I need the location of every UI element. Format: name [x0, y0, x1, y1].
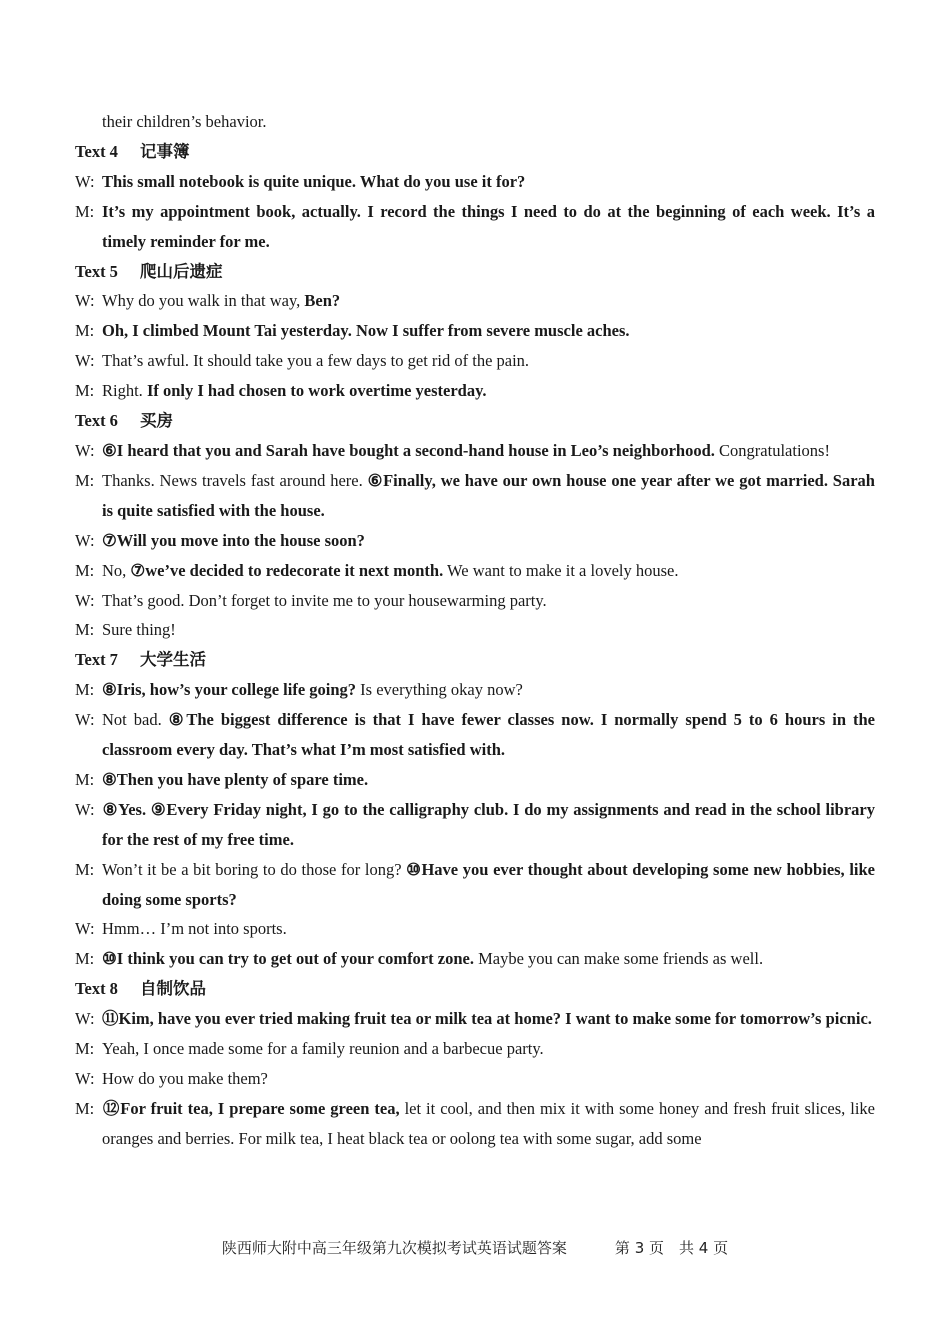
- dialogue-line: [75, 1034, 875, 1064]
- speaker-label: W:: [75, 351, 95, 371]
- section-heading: [75, 137, 875, 167]
- section-heading: [75, 406, 875, 436]
- dialogue-line: [75, 615, 875, 645]
- speaker-label: W:: [75, 1069, 95, 1088]
- key-answer-text: ⑦we’ve decided to redecorate it next month.: [130, 560, 444, 580]
- dialogue-text: let it cool, and then mix it with some honey and fresh fruit slices, like oranges and berries. For milk tea, I heat black tea or oolong tea with some sugar, add some: [102, 1098, 875, 1148]
- speaker-label: W:: [75, 710, 95, 730]
- speaker-label: M:: [75, 470, 95, 490]
- speaker-label: M:: [75, 201, 95, 221]
- section-label: Text 4: [75, 141, 118, 161]
- dialogue-text: We want to make it a lovely house.: [443, 560, 679, 580]
- dialogue-line: [75, 197, 875, 257]
- section-heading: [75, 257, 875, 287]
- key-answer-text: Oh, I climbed Mount Tai yesterday. Now I suffer from severe muscle aches.: [102, 321, 630, 341]
- speaker-label: M:: [75, 321, 95, 341]
- speaker-label: W:: [75, 440, 95, 460]
- dialogue-text: That’s good. Don’t forget to invite me to your housewarming party.: [102, 590, 547, 610]
- dialogue-text: How do you make them?: [102, 1069, 268, 1088]
- dialogue-line: [75, 346, 875, 376]
- dialogue-line: [75, 705, 875, 765]
- speaker-label: W:: [75, 799, 95, 819]
- continuation-line: [75, 107, 875, 137]
- speaker-label: M:: [75, 949, 95, 969]
- speaker-label: W:: [75, 171, 95, 191]
- section-heading: [75, 645, 875, 675]
- dialogue-line: [75, 436, 875, 466]
- key-answer-text: ⑩Have you ever thought about developing some new hobbies, like doing some sports?: [102, 859, 875, 909]
- dialogue-text: their children’s behavior.: [102, 112, 267, 131]
- key-answer-text: ⑧Yes. ⑨Every Friday night, I go to the calligraphy club. I do my assignments and read in the school library for the rest of my free time.: [102, 799, 875, 849]
- dialogue-text: Won’t it be a bit boring to do those for long?: [102, 859, 407, 879]
- key-answer-text: If only I had chosen to work overtime yesterday.: [146, 381, 487, 401]
- speaker-label: W:: [75, 530, 95, 550]
- dialogue-line: [75, 765, 875, 795]
- speaker-label: M:: [75, 680, 95, 700]
- dialogue-line: [75, 556, 875, 586]
- speaker-label: W:: [75, 1009, 95, 1029]
- dialogue-line: [75, 1004, 875, 1034]
- dialogue-line: [75, 316, 875, 346]
- dialogue-line: [75, 526, 875, 556]
- section-label: Text 7: [75, 650, 118, 670]
- section-label: Text 6: [75, 411, 118, 431]
- key-answer-text: ⑧The biggest difference is that I have fewer classes now. I normally spend 5 to 6 hours in the classroom every day. That’s what I’m most satisfied with.: [102, 710, 875, 760]
- footer-title: 陕西师大附中高三年级第九次模拟考试英语试题答案: [221, 1239, 567, 1257]
- key-answer-text: Ben?: [304, 291, 341, 311]
- key-answer-text: ⑥Finally, we have our own house one year after we got married. Sarah is quite satisfied with the house.: [102, 470, 875, 520]
- page-footer: [0, 1237, 950, 1258]
- dialogue-line: [75, 466, 875, 526]
- dialogue-text: Sure thing!: [102, 620, 176, 640]
- section-topic: 爬山后遗症: [139, 261, 223, 281]
- key-answer-text: ⑧Iris, how’s your college life going?: [102, 680, 357, 700]
- key-answer-text: ⑫For fruit tea, I prepare some green tea,: [102, 1098, 400, 1118]
- dialogue-text: Congratulations!: [714, 440, 830, 460]
- dialogue-text: Is everything okay now?: [356, 680, 523, 700]
- speaker-label: M:: [75, 381, 95, 401]
- key-answer-text: It’s my appointment book, actually. I record the things I need to do at the beginning of each week. It’s a timely reminder for me.: [102, 201, 875, 251]
- speaker-label: M:: [75, 769, 95, 789]
- speaker-label: M:: [75, 859, 95, 879]
- section-heading: [75, 974, 875, 1004]
- section-topic: 大学生活: [139, 650, 206, 670]
- dialogue-text: That’s awful. It should take you a few days to get rid of the pain.: [102, 351, 530, 371]
- speaker-label: M:: [75, 1098, 95, 1118]
- dialogue-line: [75, 286, 875, 316]
- dialogue-line: [75, 586, 875, 616]
- key-answer-text: ⑦Will you move into the house soon?: [102, 530, 365, 550]
- dialogue-text: Hmm… I’m not into sports.: [102, 919, 287, 939]
- key-answer-text: ⑩I think you can try to get out of your comfort zone.: [102, 949, 474, 969]
- dialogue-line: [75, 167, 875, 197]
- section-topic: 记事簿: [139, 141, 190, 161]
- dialogue-line: [75, 795, 875, 855]
- dialogue-text: Maybe you can make some friends as well.: [473, 949, 764, 969]
- dialogue-line: [75, 855, 875, 915]
- page-number: 第 3 页 共 4 页: [614, 1239, 729, 1257]
- speaker-label: M:: [75, 620, 95, 640]
- speaker-label: M:: [75, 1039, 95, 1059]
- speaker-label: W:: [75, 590, 95, 610]
- dialogue-text: Not bad.: [102, 710, 169, 730]
- dialogue-line: [75, 944, 875, 974]
- section-topic: 自制饮品: [139, 979, 206, 999]
- dialogue-text: Why do you walk in that way,: [102, 291, 305, 311]
- section-topic: 买房: [139, 411, 173, 431]
- key-answer-text: ⑥I heard that you and Sarah have bought a second-hand house in Leo’s neighborhood.: [102, 440, 715, 460]
- dialogue-line: [75, 1064, 875, 1094]
- dialogue-line: [75, 376, 875, 406]
- dialogue-line: [75, 675, 875, 705]
- dialogue-text: Yeah, I once made some for a family reunion and a barbecue party.: [102, 1039, 544, 1059]
- key-answer-text: ⑪Kim, have you ever tried making fruit tea or milk tea at home? I want to make some for tomorrow’s picnic.: [102, 1009, 872, 1029]
- speaker-label: W:: [75, 291, 95, 311]
- dialogue-text: Right.: [102, 381, 147, 401]
- dialogue-line: [75, 1094, 875, 1154]
- dialogue-text: No,: [102, 560, 131, 580]
- key-answer-text: This small notebook is quite unique. What do you use it for?: [102, 171, 526, 191]
- dialogue-line: [75, 914, 875, 944]
- section-label: Text 8: [75, 979, 118, 999]
- dialogue-text: Thanks. News travels fast around here.: [102, 470, 368, 490]
- key-answer-text: ⑧Then you have plenty of spare time.: [102, 769, 369, 789]
- answer-transcript: [75, 107, 875, 1154]
- section-label: Text 5: [75, 261, 118, 281]
- speaker-label: M:: [75, 560, 95, 580]
- speaker-label: W:: [75, 919, 95, 939]
